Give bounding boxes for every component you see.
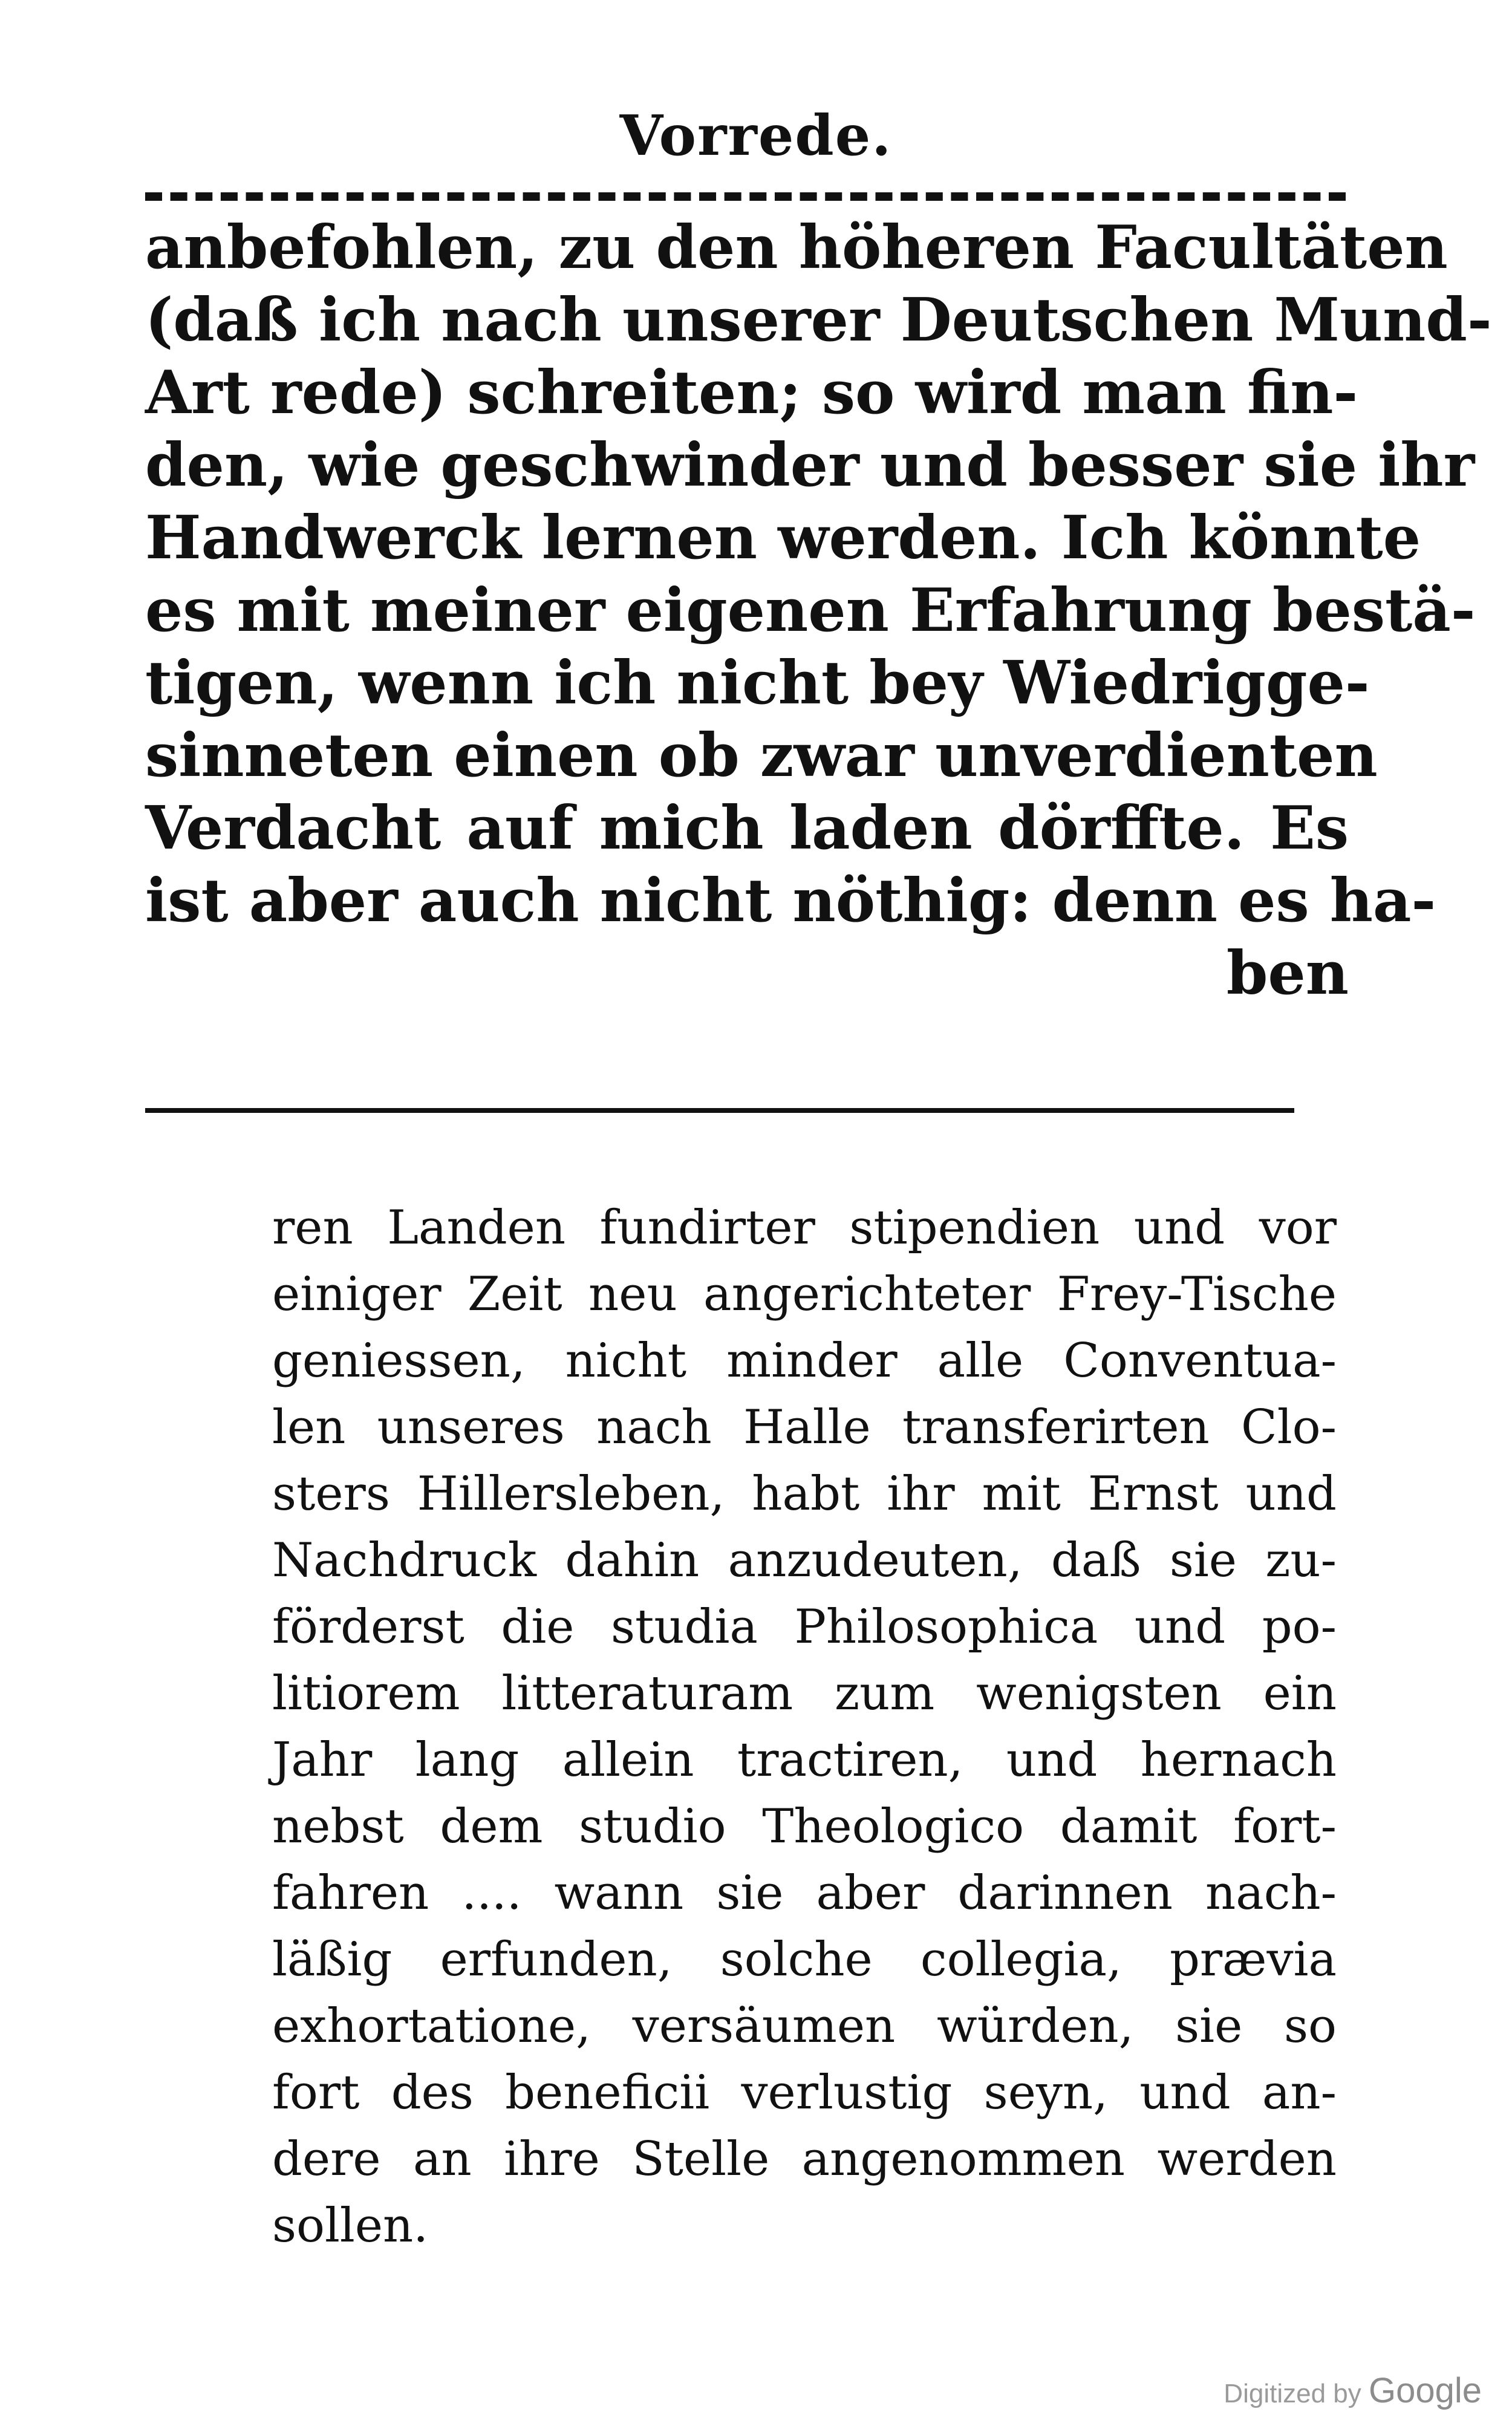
footnote-line: sters Hillersleben, habt ihr mit Ernst und <box>272 1467 1337 1521</box>
watermark-brand: Google <box>1368 2371 1482 2410</box>
footnote-rule <box>145 1108 1294 1113</box>
main-text-line: Handwerck lernen werden. Ich könnte <box>145 503 1421 573</box>
main-text-line: tigen, wenn ich nicht bey Wiedrigge- <box>145 648 1370 718</box>
footnote-line: geniessen, nicht minder alle Conventua- <box>272 1334 1337 1388</box>
footnote-block <box>272 1195 1337 2259</box>
footnote-line: nebst dem studio Theologico damit fort- <box>272 1799 1337 1854</box>
main-text-block <box>145 212 1492 1010</box>
footnote-last-line: sollen. <box>272 2199 429 2253</box>
watermark-prefix: Digitized by <box>1224 2379 1361 2408</box>
footnote-line: len unseres nach Halle transferirten Clo- <box>272 1400 1337 1455</box>
catchword: ben <box>1226 939 1349 1008</box>
main-text-line: den, wie geschwinder und besser sie ihr <box>145 431 1475 500</box>
main-text-line: anbefohlen, zu den höheren Facultäten <box>145 213 1448 282</box>
main-text-line: sinneten einen ob zwar unverdienten <box>145 721 1378 791</box>
footnote-line: läßig erfunden, solche collegia, prævia <box>272 1932 1337 1987</box>
running-title: Vorrede. <box>619 103 893 168</box>
footnote-line: exhortatione, versäumen würden, sie so <box>272 1999 1337 2053</box>
main-text-line: ist aber auch nicht nöthig: denn es ha- <box>145 866 1436 936</box>
footnote-line: fort des beneficii verlustig seyn, und an- <box>272 2065 1337 2120</box>
digitization-watermark <box>1224 2370 1482 2411</box>
footnote-line: dere an ihre Stelle angenommen werden <box>272 2132 1337 2186</box>
footnote-line: fahren .... wann sie aber darinnen nach- <box>272 1866 1337 1920</box>
main-text-line: es mit meiner eigenen Erfahrung bestä- <box>145 576 1476 645</box>
main-text-line: Art rede) schreiten; so wird man fin- <box>145 358 1358 428</box>
footnote-line: einiger Zeit neu angerichteter Frey-Tische <box>272 1267 1337 1322</box>
footnote-line: ren Landen fundirter stipendien und vor <box>272 1201 1337 1255</box>
footnote-line: litiorem litteraturam zum wenigsten ein <box>272 1666 1337 1721</box>
footnote-line: Jahr lang allein tractiren, und hernach <box>272 1733 1337 1787</box>
header-rule <box>145 192 1346 201</box>
main-text-line: Verdacht auf mich laden dörffte. Es <box>145 794 1349 863</box>
main-text-line: (daß ich nach unserer Deutschen Mund- <box>145 285 1492 355</box>
footnote-line: förderst die studia Philosophica und po- <box>272 1600 1337 1654</box>
footnote-line: Nachdruck dahin anzudeuten, daß sie zu- <box>272 1533 1337 1588</box>
